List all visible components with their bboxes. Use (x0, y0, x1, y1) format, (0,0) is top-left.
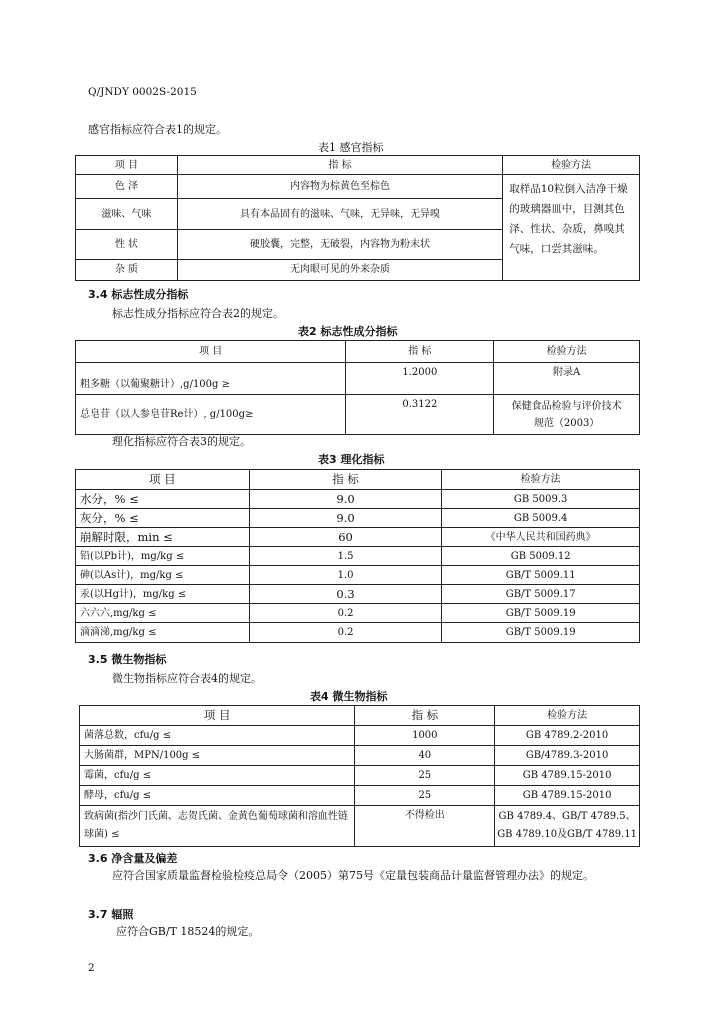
table-row (80, 726, 640, 746)
method-cell: GB 5009.3 (442, 490, 640, 509)
spec-cell: 1.0 (249, 566, 442, 585)
section-3-7-heading: 3.7 辐照 (88, 908, 134, 921)
method-cell: GB/T 5009.19 (442, 623, 640, 643)
table-row (80, 766, 640, 786)
table-row (76, 585, 640, 604)
spec-cell: 60 (249, 528, 442, 547)
item-cell: 杂 质 (76, 259, 178, 280)
method-cell: GB 4789.2-2010 (495, 726, 640, 746)
section-3-6-text: 应符合国家质量监督检验检疫总局令（2005）第75号《定量包装商品计量监督管理办法》的规定。 (112, 869, 594, 882)
item-cell: 粗多糖（以葡聚糖计）,g/100g ≥ (76, 363, 346, 395)
table-header-row (80, 706, 640, 726)
item-cell: 滋味、气味 (76, 199, 178, 230)
page-number: 2 (88, 962, 95, 974)
header-cell: 项 目 (80, 706, 355, 726)
header-cell: 检验方法 (494, 341, 640, 363)
item-cell: 大肠菌群，MPN/100g ≤ (80, 746, 355, 766)
spec-cell: 25 (355, 786, 495, 806)
method-cell: 保健食品检验与评价技术规范（2003） (494, 395, 640, 435)
method-cell: 《中华人民共和国药典》 (442, 528, 640, 547)
table-row (80, 786, 640, 806)
table-header-row (76, 470, 640, 490)
spec-cell: 具有本品固有的滋味、气味，无异味，无异嗅 (177, 199, 502, 230)
method-cell: GB/T 5009.17 (442, 585, 640, 604)
spec-cell: 不得检出 (355, 806, 495, 847)
header-cell: 指 标 (346, 341, 494, 363)
spec-cell: 无肉眼可见的外来杂质 (177, 259, 502, 280)
header-cell: 检验方法 (495, 706, 640, 726)
table-row (76, 623, 640, 643)
item-cell: 霉菌，cfu/g ≤ (80, 766, 355, 786)
intro-text: 感官指标应符合表1的规定。 (88, 123, 227, 136)
table-row (76, 528, 640, 547)
method-cell: GB/4789.3-2010 (495, 746, 640, 766)
table-row (76, 604, 640, 623)
spec-cell: 25 (355, 766, 495, 786)
item-cell: 色 泽 (76, 175, 178, 199)
header-cell: 项 目 (76, 341, 346, 363)
section-3-6-heading: 3.6 净含量及偏差 (88, 852, 178, 865)
table-row (76, 175, 640, 199)
item-cell: 总皂苷（以人参皂苷Re计）, g/100g≥ (76, 395, 346, 435)
header-cell: 指 标 (177, 156, 502, 175)
header-cell: 指 标 (355, 706, 495, 726)
table-row (76, 259, 640, 280)
method-cell: GB 4789.15-2010 (495, 786, 640, 806)
section-3-5-heading: 3.5 微生物指标 (88, 653, 167, 666)
spec-cell: 1000 (355, 726, 495, 746)
table-header-row (76, 341, 640, 363)
item-cell: 菌落总数，cfu/g ≤ (80, 726, 355, 746)
table2 (75, 340, 640, 435)
method-cell: GB 5009.12 (442, 547, 640, 566)
table-header-row (76, 156, 640, 175)
method-cell: 附录A (494, 363, 640, 395)
method-cell: GB/T 5009.19 (442, 604, 640, 623)
spec-cell: 9.0 (249, 490, 442, 509)
method-cell: GB 5009.4 (442, 509, 640, 528)
spec-cell: 0.2 (249, 604, 442, 623)
item-cell: 崩解时限，min ≤ (76, 528, 250, 547)
item-cell: 铅(以Pb计)，mg/kg ≤ (76, 547, 250, 566)
table3-caption: 表3 理化指标 (318, 453, 385, 466)
method-cell: GB/T 5009.11 (442, 566, 640, 585)
spec-cell: 40 (355, 746, 495, 766)
header-cell: 检验方法 (503, 156, 640, 175)
method-cell-cont (503, 259, 640, 280)
header-cell: 检验方法 (442, 470, 640, 490)
item-cell: 砷(以As计)，mg/kg ≤ (76, 566, 250, 585)
table-row (76, 566, 640, 585)
spec-cell: 0.3 (249, 585, 442, 604)
item-cell: 致病菌(指沙门氏菌、志贺氏菌、金黄色葡萄球菌和溶血性链球菌) ≤ (80, 806, 355, 847)
table-row (76, 490, 640, 509)
table-row (76, 363, 640, 395)
phys-intro-text: 理化指标应符合表3的规定。 (112, 435, 251, 448)
spec-cell: 1.2000 (346, 363, 494, 395)
table-row (80, 746, 640, 766)
table4 (79, 705, 640, 847)
section-3-5-text: 微生物指标应符合表4的规定。 (112, 672, 262, 685)
table1 (75, 155, 640, 281)
section-3-4-heading: 3.4 标志性成分指标 (88, 288, 189, 301)
item-cell: 六六六,mg/kg ≤ (76, 604, 250, 623)
spec-cell: 硬胶囊，完整，无破裂，内容物为粉末状 (177, 229, 502, 259)
header-cell: 项 目 (76, 470, 250, 490)
table1-caption: 表1 感官指标 (318, 141, 384, 154)
item-cell: 滴滴涕,mg/kg ≤ (76, 623, 250, 643)
item-cell: 水分，% ≤ (76, 490, 250, 509)
table-row (76, 509, 640, 528)
section-3-7-text: 应符合GB/T 18524的规定。 (116, 925, 260, 938)
method-cell: GB 4789.4、GB/T 4789.5、GB 4789.10及GB/T 4789.11 (495, 806, 640, 847)
table4-caption: 表4 微生物指标 (310, 690, 388, 703)
spec-cell: 9.0 (249, 509, 442, 528)
method-cell: GB 4789.15-2010 (495, 766, 640, 786)
method-cell: 取样品10粒倒入洁净干燥的玻璃器皿中，目测其色泽、性状、杂质，鼻嗅其气味，口尝其滋味。 (503, 175, 640, 260)
item-cell: 酵母，cfu/g ≤ (80, 786, 355, 806)
spec-cell: 1.5 (249, 547, 442, 566)
header-cell: 项 目 (76, 156, 178, 175)
item-cell: 性 状 (76, 229, 178, 259)
table-row (80, 806, 640, 847)
table2-caption: 表2 标志性成分指标 (298, 325, 398, 338)
table-row (76, 547, 640, 566)
section-3-4-text: 标志性成分指标应符合表2的规定。 (112, 307, 284, 320)
spec-cell: 内容物为棕黄色至棕色 (177, 175, 502, 199)
item-cell: 汞(以Hg计)，mg/kg ≤ (76, 585, 250, 604)
spec-cell: 0.2 (249, 623, 442, 643)
header-cell: 指 标 (249, 470, 442, 490)
table-row (76, 395, 640, 435)
table3 (75, 469, 640, 643)
doc-code: Q/JNDY 0002S-2015 (88, 86, 197, 98)
spec-cell: 0.3122 (346, 395, 494, 435)
item-cell: 灰分，% ≤ (76, 509, 250, 528)
